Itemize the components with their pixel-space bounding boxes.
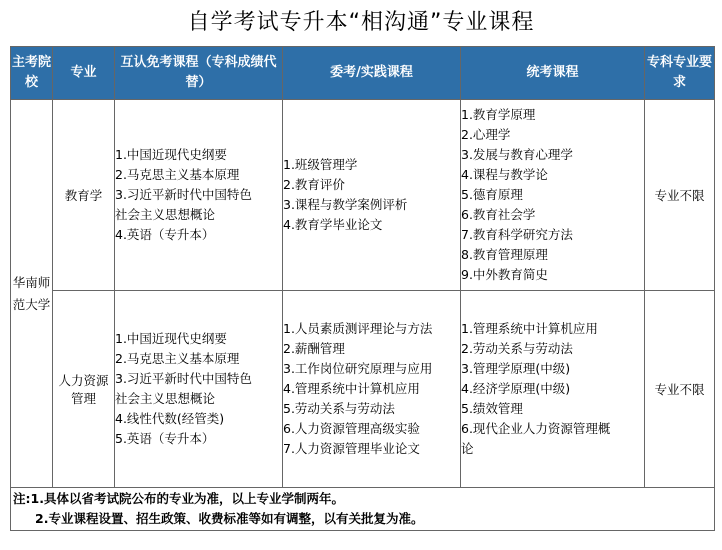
header-school: 主考院校 [11,47,53,100]
unified-cell [461,100,645,291]
list-item: 2.薪酬管理 [283,341,345,356]
list-item: 7.教育科学研究方法 [461,227,573,242]
list-item: 7.人力资源管理毕业论文 [283,441,420,456]
requirement-cell: 专业不限 [645,291,715,488]
practice-cell [283,291,461,488]
list-item: 4.课程与教学论 [461,167,548,182]
list-item: 3.管理学原理(中级) [461,361,571,376]
header-practice: 委考/实践课程 [283,47,461,100]
list-item: 4.线性代数(经管类) [115,411,225,426]
list-item: 3.发展与教育心理学 [461,147,573,162]
list-item: 2.教育评价 [283,177,345,192]
list-item: 1.人员素质测评理论与方法 [283,321,433,336]
list-item: 2.马克思主义基本原理 [115,167,240,182]
list-item: 3.课程与教学案例评析 [283,197,408,212]
list-item: 社会主义思想概论 [115,207,216,222]
list-item: 2.马克思主义基本原理 [115,351,240,366]
course-table [10,46,715,531]
note-line: 注:1.具体以省考试院公布的专业为准，以上专业学制两年。 [13,491,344,506]
list-item: 5.劳动关系与劳动法 [283,401,395,416]
notes-cell [11,488,715,531]
major-cell: 人力资源管理 [53,291,115,488]
school-cell: 华南师范大学 [11,100,53,488]
list-item: 2.心理学 [461,127,511,142]
list-item: 1.中国近现代史纲要 [115,331,227,346]
list-item: 1.班级管理学 [283,157,358,172]
list-item: 4.经济学原理(中级) [461,381,571,396]
list-item: 1.中国近现代史纲要 [115,147,227,162]
note-line: 2.专业课程设置、招生政策、收费标准等如有调整，以有关批复为准。 [35,511,424,526]
list-item: 6.教育社会学 [461,207,536,222]
exempt-cell [115,291,283,488]
exempt-cell [115,100,283,291]
list-item: 2.劳动关系与劳动法 [461,341,573,356]
notes-row [11,488,715,531]
unified-cell [461,291,645,488]
list-item: 4.教育学毕业论文 [283,217,383,232]
list-item: 5.绩效管理 [461,401,523,416]
header-requirement: 专科专业要求 [645,47,715,100]
list-item: 6.现代企业人力资源管理概 [461,421,611,436]
header-major: 专业 [53,47,115,100]
list-item: 8.教育管理原理 [461,247,548,262]
list-item: 5.德育原理 [461,187,523,202]
list-item: 1.教育学原理 [461,107,536,122]
list-item: 9.中外教育简史 [461,267,548,282]
page-title: 自学考试专升本“相沟通”专业课程 [187,10,535,35]
list-item: 3.工作岗位研究原理与应用 [283,361,433,376]
table-row [11,100,715,291]
major-cell: 教育学 [53,100,115,291]
list-item: 6.人力资源管理高级实验 [283,421,420,436]
requirement-cell: 专业不限 [645,100,715,291]
practice-cell [283,100,461,291]
list-item: 社会主义思想概论 [115,391,216,406]
list-item: 5.英语（专升本） [115,431,215,446]
list-item: 1.管理系统中计算机应用 [461,321,598,336]
list-item: 4.管理系统中计算机应用 [283,381,420,396]
list-item: 3.习近平新时代中国特色 [115,187,252,202]
header-unified: 统考课程 [461,47,645,100]
list-item: 4.英语（专升本） [115,227,215,242]
list-item: 论 [461,441,474,456]
header-exempt: 互认免考课程（专科成绩代替） [115,47,283,100]
list-item: 3.习近平新时代中国特色 [115,371,252,386]
table-row [11,291,715,488]
table-header-row [11,47,715,100]
